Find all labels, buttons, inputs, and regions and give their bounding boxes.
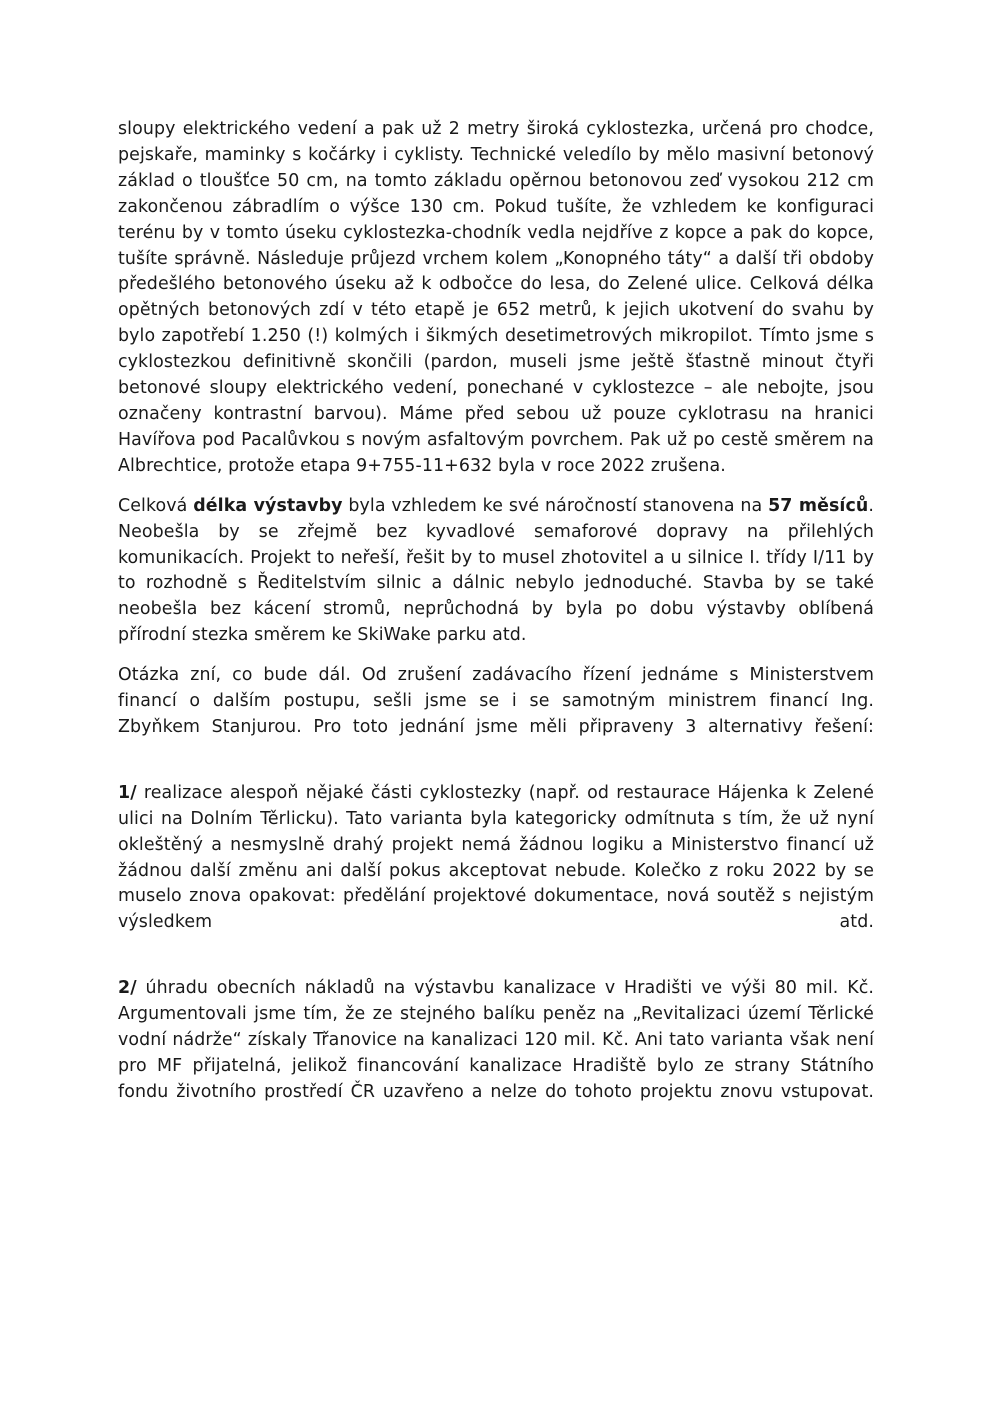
paragraph-alternativa-1	[118, 781, 874, 936]
document-page	[118, 117, 874, 1120]
alternative-label-1: 1/	[118, 782, 137, 803]
paragraph-text: Otázka zní, co bude dál. Od zrušení zadávacího řízení jednáme s Ministerstvem financí o dalším postupu, sešli jsme se i se samotným ministrem financí Ing. Zbyňkem Stanjurou. Pro toto jednání jsme měli připraveny 3 alternativy řešení:	[118, 665, 874, 737]
paragraph-text: úhradu obecních nákladů na výstavbu kanalizace v Hradišti ve výši 80 mil. Kč. Argumentovali jsme tím, že ze stejného balíku peněz na „Revitalizaci území Těrlické vodní nádrže“ získaly Třanovice na kanalizaci 120 mil. Kč. Ani tato varianta však není pro MF přijatelná, jelikož financování kanalizace Hradiště bylo ze strany Státního fondu životního prostředí ČR uzavřeno a nelze do tohoto projektu znovu vstupovat.	[118, 978, 874, 1102]
paragraph-cyklostezka	[118, 117, 874, 480]
paragraph-text: sloupy elektrického vedení a pak už 2 metry široká cyklostezka, určená pro chodce, pejskaře, maminky s kočárky i cyklisty. Technické veledílo by mělo masivní betonový základ o tloušťce 50 cm, na tomto základu opěrnou betonovou zeď vysokou 212 cm zakončenou zábradlím o výšce 130 cm. Pokud tušíte, že vzhledem ke konfiguraci terénu by v tomto úseku cyklostezka-chodník vedla nejdříve z kopce a pak do kopce, tušíte správně. Následuje průjezd vrchem kolem „Konopného táty“ a další tři obdoby předešlého betonového úseku až k odbočce do lesa, do Zelené ulice. Celková délka opětných betonových zdí v této etapě je 652 metrů, k jejich ukotvení do svahu by bylo zapotřebí 1.250 (!) kolmých i šikmých desetimetrových mikropilot. Tímto jsme s cyklostezkou definitivně skončili (pardon, museli jsme ještě šťastně minout čtyři betonové sloupy elektrického vedení, ponechané v cyklostezce – ale nebojte, jsou označeny kontrastní barvou). Máme před sebou už pouze cyklotrasu na hranici Havířova pod Pacalůvkou s novým asfaltovým povrchem. Pak už po cestě směrem na Albrechtice, protože etapa 9+755-11+632 byla v roce 2022 zrušena.	[118, 119, 874, 476]
paragraph-alternativa-2	[118, 976, 874, 1106]
empty-line	[118, 755, 874, 781]
paragraph-text: realizace alespoň nějaké části cyklostezky (např. od restaurace Hájenka k Zelené ulici na Dolním Těrlicku). Tato varianta byla kategoricky odmítnuta s tím, že už nyní okleštěný a nesmyslně drahý projekt nemá žádnou logiku a Ministerstvo financí už žádnou další změnu ani další pokus akceptovat nebude. Kolečko z roku 2022 by se muselo znova opakovat: předělání projektové dokumentace, nová soutěž s nejistým výsledkem atd.	[118, 782, 874, 933]
alternative-label-2: 2/	[118, 978, 137, 999]
paragraph-text-pre: Celková	[118, 495, 194, 516]
bold-delka-vystavby: délka výstavby	[193, 495, 343, 516]
paragraph-otazka	[118, 663, 874, 741]
paragraph-text-post: . Neobešla by se zřejmě bez kyvadlové semaforové dopravy na přilehlých komunikacích. Projekt to neřeší, řešit by to musel zhotovitel a u silnice I. třídy I/11 by to rozhodně s Ředitelstvím silnic a dálnic nebylo jednoduché. Stavba by se také neobešla bez kácení stromů, neprůchodná by byla po dobu výstavby oblíbená přírodní stezka směrem ke SkiWake parku atd.	[118, 495, 875, 646]
empty-line	[118, 950, 874, 976]
paragraph-delka-vystavby	[118, 494, 874, 649]
paragraph-text-mid: byla vzhledem ke své náročností stanovena na	[342, 495, 769, 516]
bold-57-mesicu: 57 měsíců	[768, 495, 869, 516]
